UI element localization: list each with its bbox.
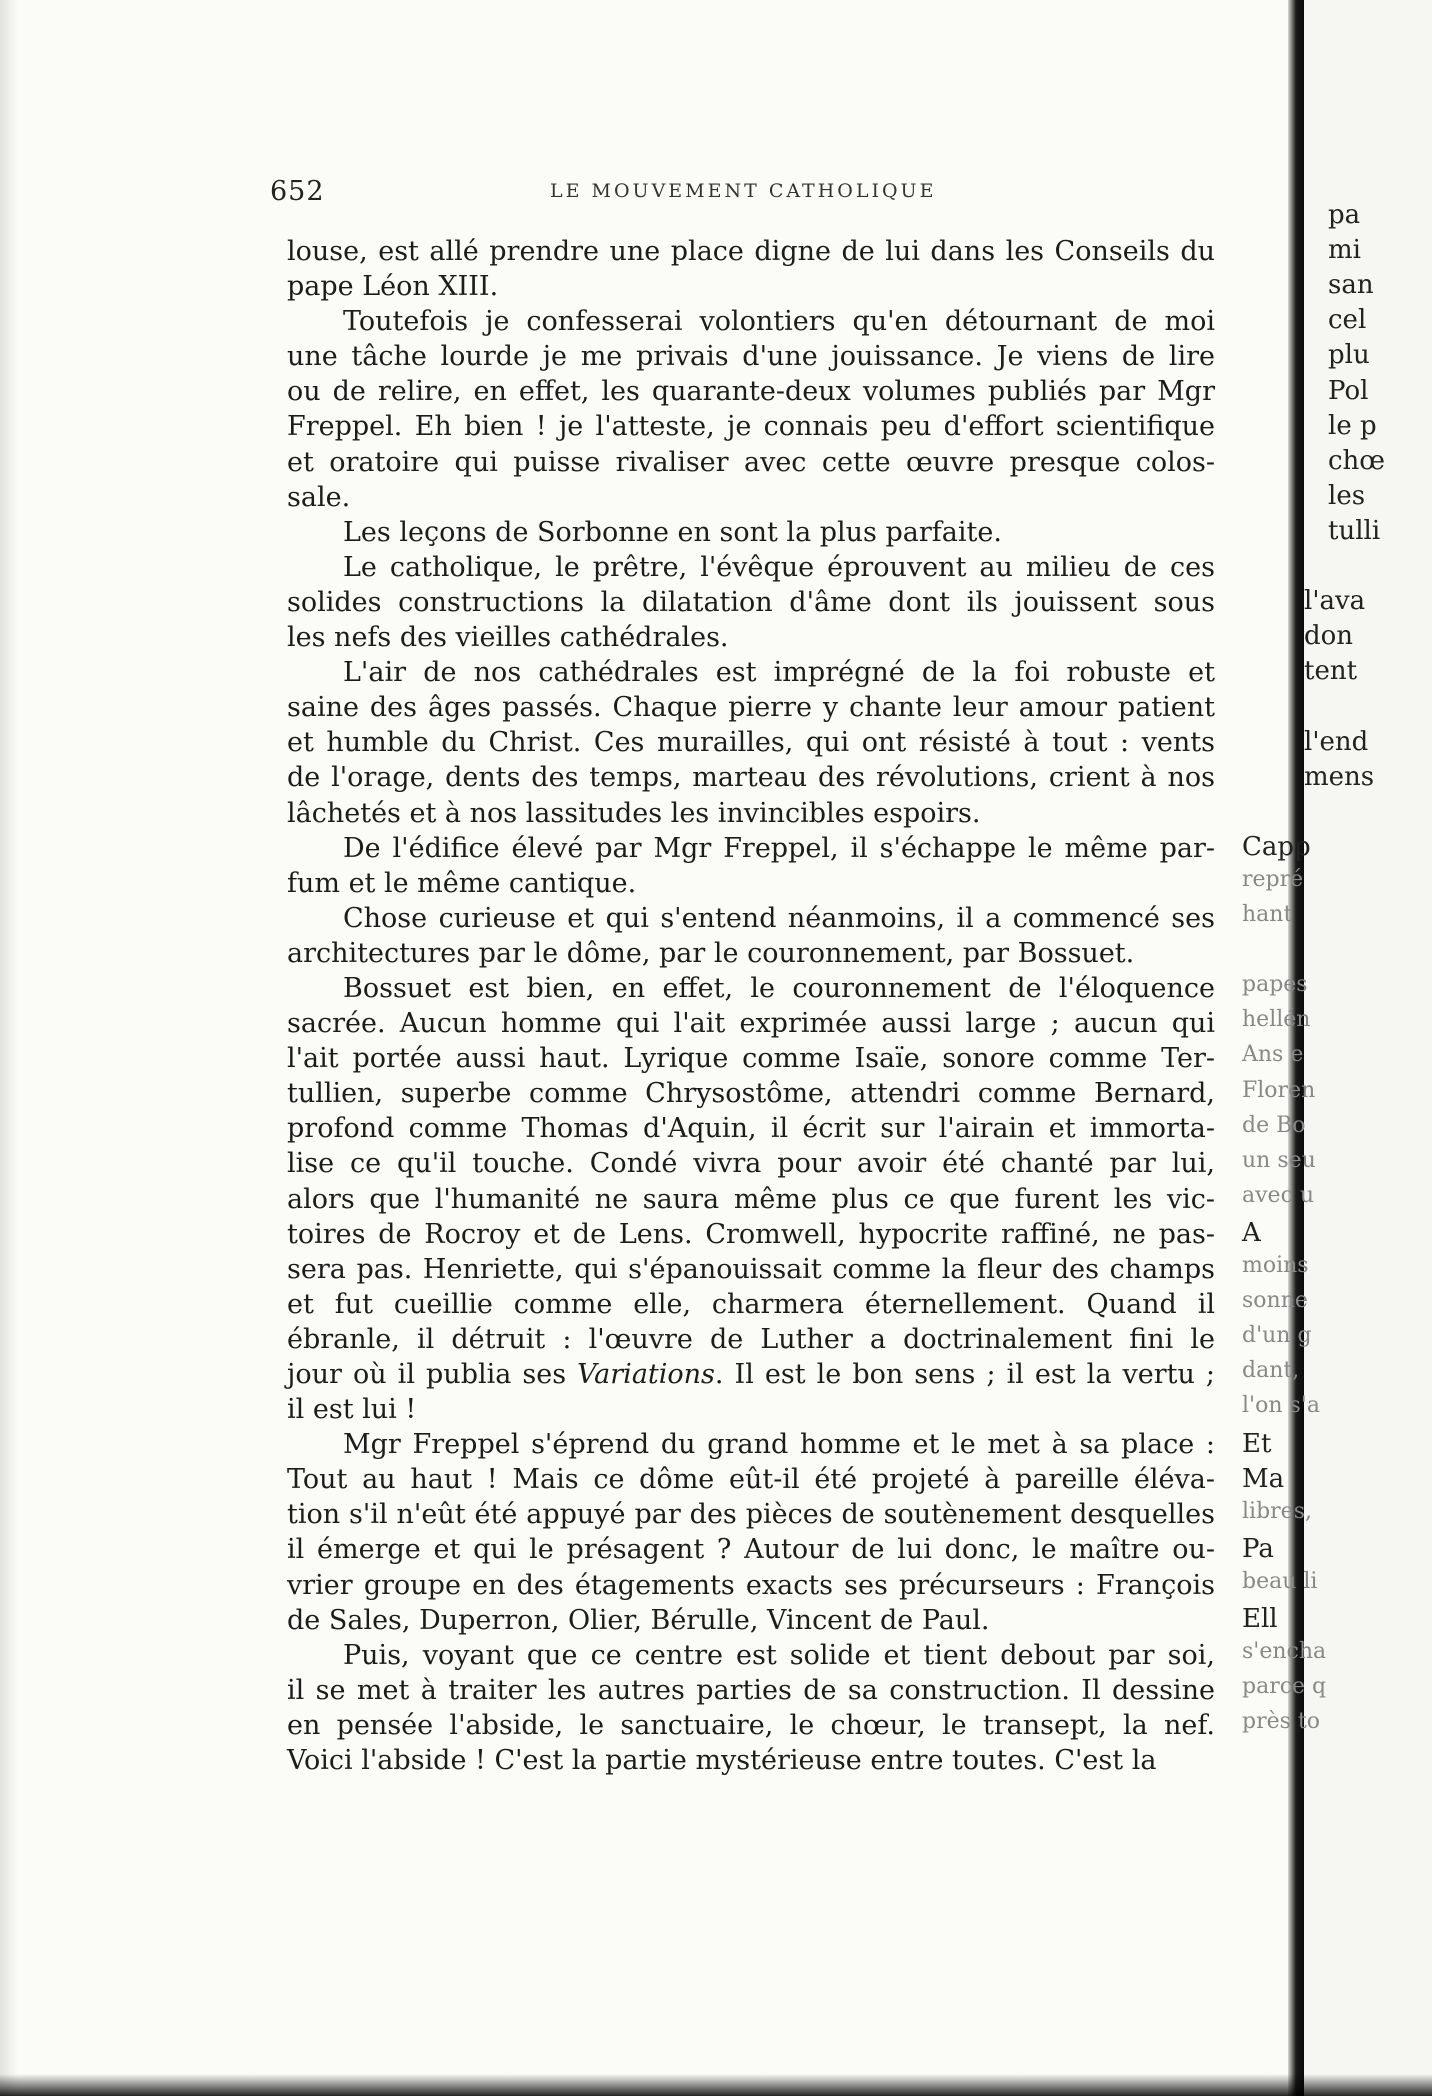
- right-page-line: le p: [1328, 410, 1377, 441]
- text-line: une tâche lourde je me privais d'une jouissance. Je viens de lire: [287, 341, 1215, 373]
- right-page-line: beau li: [1242, 1568, 1318, 1594]
- text-line: Toutefois je confesserai volontiers qu'en détournant de moi: [343, 306, 1215, 338]
- paragraph: [287, 550, 1215, 655]
- running-title: LE MOUVEMENT CATHOLIQUE: [550, 180, 937, 202]
- right-page-line: l'ava: [1304, 586, 1366, 617]
- text-line: solides constructions la dilatation d'âme dont ils jouissent sous: [287, 586, 1215, 618]
- text-line: Mgr Freppel s'éprend du grand homme et le met à sa place :: [343, 1429, 1215, 1461]
- right-page-line: papes: [1242, 972, 1308, 998]
- right-page-line: pa: [1328, 200, 1361, 230]
- text-line: vrier groupe en des étagements exacts ses précurseurs : François: [287, 1569, 1215, 1601]
- right-page-line: plu: [1328, 340, 1370, 371]
- text-line: profond comme Thomas d'Aquin, il écrit sur l'airain et immorta-: [287, 1113, 1215, 1145]
- right-page-line: hant: [1242, 902, 1293, 927]
- paragraph: [287, 1638, 1215, 1778]
- right-page-line: chœ: [1328, 445, 1386, 476]
- text-line: et oratoire qui puisse rivaliser avec cette œuvre presque colos-: [287, 446, 1215, 478]
- text-line: Le catholique, le prêtre, l'évêque éprouvent au milieu de ces: [343, 551, 1215, 583]
- right-page-line: Ell: [1242, 1604, 1278, 1634]
- paragraph: [287, 515, 1215, 550]
- right-page-line: libres,: [1242, 1498, 1312, 1524]
- right-page-line: mens: [1304, 761, 1375, 792]
- page-number: 652: [270, 176, 325, 207]
- text-line: Chose curieuse et qui s'entend néanmoins, il a commencé ses: [343, 902, 1215, 934]
- text-line: l'ait portée aussi haut. Lyrique comme Isaïe, sonore comme Ter-: [287, 1043, 1215, 1075]
- text-line: sacrée. Aucun homme qui l'ait exprimée aussi large ; aucun qui: [287, 1008, 1215, 1040]
- right-page-line: l'on s'a: [1242, 1393, 1320, 1419]
- right-page-line: de Bo: [1242, 1112, 1306, 1138]
- right-page-fragment: [1242, 0, 1432, 2096]
- right-page-line: don: [1304, 621, 1354, 652]
- text-line: il est lui !: [287, 1394, 417, 1426]
- right-page-line: A: [1242, 1217, 1261, 1248]
- right-page-line: Pol: [1328, 375, 1369, 406]
- text-line: Tout au haut ! Mais ce dôme eût-il été projeté à pareille éléva-: [287, 1464, 1215, 1496]
- text-line: sera pas. Henriette, qui s'épanouissait comme la fleur des champs: [287, 1253, 1215, 1285]
- right-page-line: san: [1328, 270, 1374, 301]
- right-page-line: dant,: [1242, 1358, 1300, 1384]
- right-page-line: d'un g: [1242, 1323, 1312, 1349]
- text-line: jour où il publia ses Variations. Il est le bon sens ; il est la vertu ;: [287, 1359, 1216, 1390]
- text-line: toires de Rocroy et de Lens. Cromwell, hypocrite raffiné, ne pas-: [287, 1218, 1215, 1250]
- text-line: louse, est allé prendre une place digne de lui dans les Conseils du: [287, 236, 1215, 267]
- text-line: il se met à traiter les autres parties de sa construction. Il dessine: [287, 1674, 1215, 1706]
- right-page-line: tulli: [1328, 515, 1381, 546]
- right-page-line: Ma: [1242, 1463, 1285, 1494]
- text-line: sale.: [287, 481, 351, 513]
- text-line: lâchetés et à nos lassitudes les invincibles espoirs.: [287, 797, 981, 829]
- right-page-line: Pa: [1242, 1533, 1274, 1564]
- right-page-line: Capp: [1242, 831, 1311, 862]
- right-page-line: cel: [1328, 305, 1367, 336]
- text-line: de Sales, Duperron, Olier, Bérulle, Vincent de Paul.: [287, 1604, 990, 1636]
- text-line: fum et le même cantique.: [287, 867, 637, 899]
- text-line: en pensée l'abside, le sanctuaire, le chœur, le transept, la nef.: [287, 1709, 1215, 1741]
- italic-title: Variations: [577, 1359, 715, 1390]
- right-page-line: repré: [1242, 866, 1304, 892]
- text-line: Freppel. Eh bien ! je l'atteste, je connais peu d'effort scientifique: [287, 411, 1215, 443]
- paragraph: [287, 304, 1215, 515]
- text-line: pape Léon XIII.: [287, 271, 499, 303]
- right-page-line: s'encha: [1242, 1639, 1327, 1665]
- right-page-line: Ans e: [1242, 1042, 1304, 1068]
- text-line: lise ce qu'il touche. Condé vivra pour avoir été chanté par lui,: [287, 1148, 1215, 1180]
- scan-bottom-shadow: [0, 2074, 1432, 2096]
- text-line: De l'édifice élevé par Mgr Freppel, il s'échappe le même par-: [343, 832, 1215, 864]
- paragraph: [287, 1427, 1215, 1638]
- right-page-line: un seu: [1242, 1147, 1316, 1173]
- paragraph: [287, 234, 1215, 304]
- text-line: tullien, superbe comme Chrysostôme, attendri comme Bernard,: [287, 1078, 1215, 1110]
- paragraph: [287, 831, 1215, 901]
- page-edge-shadow: [0, 0, 18, 2096]
- right-page-line: hellén: [1242, 1007, 1311, 1033]
- right-page-line: l'end: [1304, 726, 1369, 757]
- right-page-line: parce q: [1242, 1674, 1327, 1700]
- right-page-line: Et: [1242, 1428, 1272, 1459]
- body-text: [287, 234, 1215, 1778]
- text-line: ébranle, il détruit : l'œuvre de Luther a doctrinalement fini le: [287, 1323, 1215, 1355]
- text-line: L'air de nos cathédrales est imprégné de la foi robuste et: [343, 657, 1215, 689]
- text-line: Bossuet est bien, en effet, le couronnement de l'éloquence: [343, 972, 1215, 1004]
- text-line: et fut cueillie comme elle, charmera éternellement. Quand il: [287, 1288, 1215, 1320]
- paragraph: [287, 655, 1215, 830]
- text-line: saine des âges passés. Chaque pierre y chante leur amour patient: [287, 692, 1215, 724]
- text-line: ou de relire, en effet, les quarante-deux volumes publiés par Mgr: [287, 376, 1215, 408]
- right-page-line: près to: [1242, 1709, 1320, 1735]
- text-line: Puis, voyant que ce centre est solide et tient debout par soi,: [343, 1639, 1215, 1671]
- text-line: alors que l'humanité ne saura même plus ce que furent les vic-: [287, 1183, 1215, 1215]
- running-head: [270, 176, 1210, 216]
- text-line: les nefs des vieilles cathédrales.: [287, 622, 729, 654]
- right-page-line: sonne: [1242, 1288, 1308, 1314]
- right-page-line: mi: [1328, 235, 1361, 266]
- right-page-line: tent: [1304, 656, 1358, 687]
- text-line: il émerge et qui le présagent ? Autour de lui donc, le maître ou-: [287, 1534, 1215, 1566]
- text-line: Voici l'abside ! C'est la partie mystérieuse entre toutes. C'est la: [287, 1745, 1157, 1777]
- text-line: Les leçons de Sorbonne en sont la plus parfaite.: [343, 516, 1002, 548]
- right-page-line: avec u: [1242, 1182, 1315, 1208]
- right-page-line: les: [1328, 480, 1366, 511]
- paragraph: [287, 901, 1215, 971]
- text-line: et humble du Christ. Ces murailles, qui ont résisté à tout : vents: [287, 727, 1215, 759]
- right-page-line: moins: [1242, 1253, 1309, 1278]
- right-page-line: Floren: [1242, 1077, 1316, 1103]
- text-line: architectures par le dôme, par le couronnement, par Bossuet.: [287, 937, 1135, 969]
- text-line: tion s'il n'eût été appuyé par des pièces de soutènement desquelles: [287, 1499, 1215, 1531]
- text-line: de l'orage, dents des temps, marteau des révolutions, crient à nos: [287, 762, 1215, 794]
- paragraph: [287, 971, 1215, 1427]
